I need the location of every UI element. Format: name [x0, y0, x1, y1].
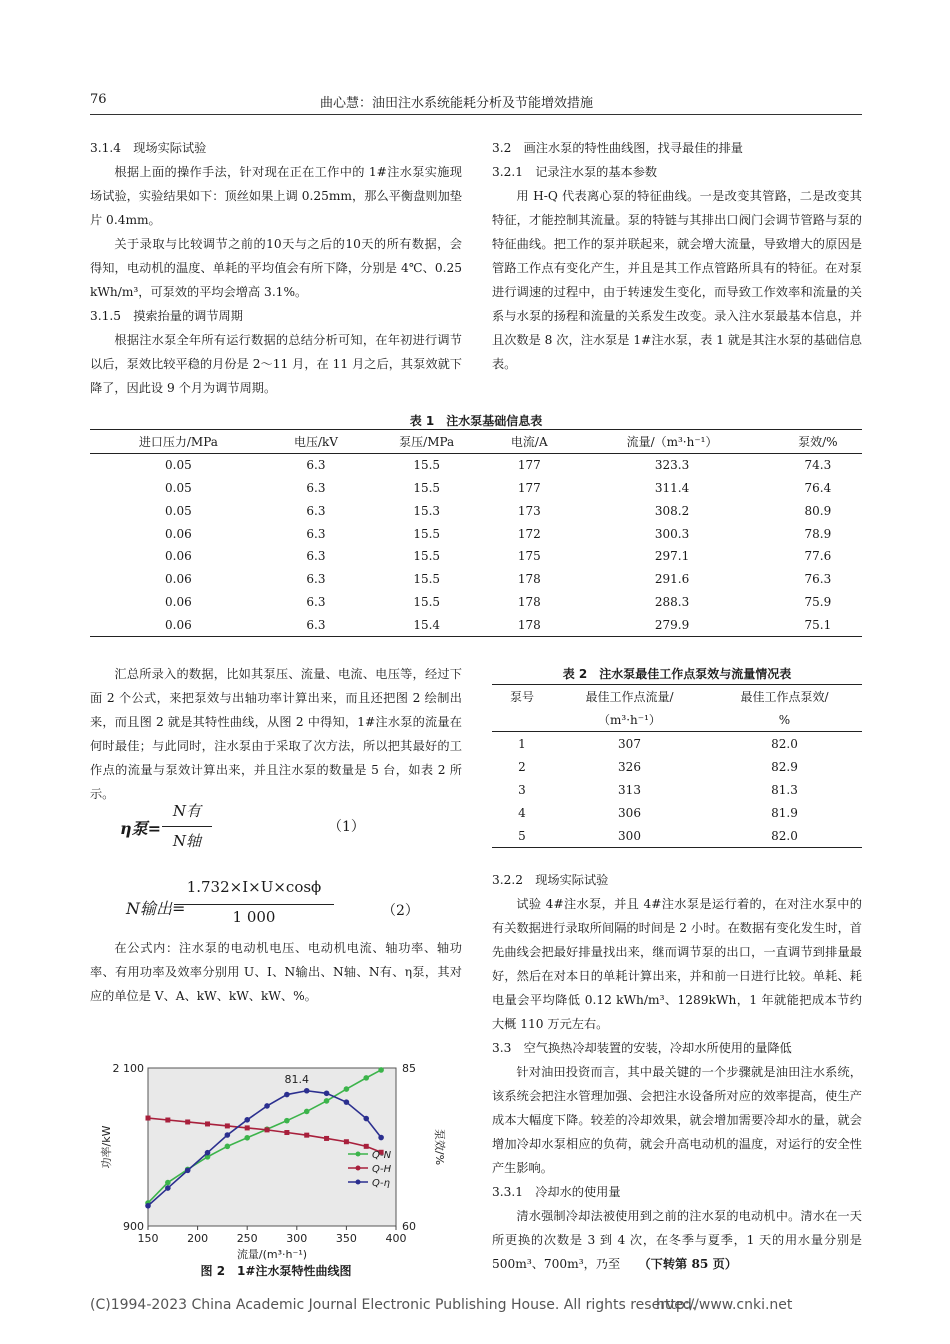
x-tick-label: 300 [286, 1232, 308, 1245]
table-cell: 311.4 [654, 480, 690, 495]
data-point [304, 1133, 309, 1138]
data-point [378, 1067, 384, 1073]
table-cell: 5 [518, 828, 526, 843]
continued-note: （下转第 85 页） [644, 1257, 738, 1271]
table-cell: 307 [618, 736, 641, 751]
table-cell: 82.0 [771, 828, 798, 843]
y-left-tick-label: 2 100 [112, 1062, 144, 1075]
table-header-row [492, 685, 862, 709]
data-point [364, 1144, 369, 1149]
table-cell: 4 [518, 805, 526, 820]
table-row [90, 613, 862, 636]
y-right-tick-label: 60 [402, 1220, 416, 1233]
table-cell: 1 [518, 736, 526, 751]
figure-caption: 图 2 1#注水泵特性曲线图 [200, 1264, 352, 1278]
table-cell: 78.9 [804, 526, 832, 541]
data-point [344, 1099, 350, 1105]
data-point [205, 1121, 210, 1126]
y-right-tick-label: 85 [402, 1062, 416, 1075]
table-header: 泵压/MPa [399, 434, 455, 449]
table-cell: 6.3 [306, 572, 326, 587]
data-point [225, 1123, 230, 1128]
table-cell: 82.0 [771, 736, 798, 751]
table-cell: 297.1 [654, 549, 690, 564]
paragraph: 用 H-Q 代表离心泵的特征曲线。一是改变其管路，二是改变其特征，才能控制其流量。泵的特链与其排出口阀门会调节管路与泵的特征曲线。把工作的泵并联起来，就会增大流量，导致增大的原因是管路工作点有变化产生，并且是其工作点管路所具有的特征。在对泵进行调速的过程中，由于转速发生变化，而导致工作效率和流量的关系与水泵的扬程和流量的关系发生改变。录入注水泵最基本信息，并且次数是 8 次，注水泵是 1#注水泵，表 1 就是其注水泵的基础信息表。 [492, 189, 862, 371]
x-axis-label: 流量/(m³·h⁻¹) [236, 1248, 308, 1260]
table-cell: 15.4 [413, 617, 441, 632]
right-mid-column [492, 868, 862, 1276]
table-cell: 77.6 [804, 549, 832, 564]
data-point [146, 1116, 151, 1121]
table-cell: 81.3 [771, 782, 798, 797]
table-cell: 0.06 [165, 526, 192, 541]
table-cell: 0.05 [165, 503, 192, 518]
eq2-number: （2） [382, 903, 419, 919]
data-point [264, 1103, 270, 1109]
table-cell: 288.3 [654, 594, 690, 609]
x-tick-label: 400 [385, 1232, 407, 1245]
equation-1 [120, 800, 460, 856]
eq2-fraction-bar [174, 904, 334, 905]
eq1-number: （1） [328, 819, 365, 835]
table-cell: 306 [618, 805, 641, 820]
data-point [363, 1075, 369, 1081]
table-cell: 6.3 [306, 480, 326, 495]
table-row [90, 568, 862, 591]
table-cell: 300.3 [654, 526, 690, 541]
paragraph: 根据注水泵全年所有运行数据的总结分析可知，在年初进行调节以后，泵效比较平稳的月份是 2～11 月，在 11 月之后，其泵效就下降了，因此设 9 个月为调节周期。 [90, 333, 462, 395]
table-cell: 300 [618, 828, 641, 843]
paragraph: 根据上面的操作手法，针对现在正在工作中的 1#注水泵实施现场试验，实验结果如下：顶丝如果上调 0.25mm，那么平衡盘则加垫片 0.4mm。 [90, 165, 462, 227]
table2 [492, 684, 862, 848]
left-top-column [90, 136, 462, 400]
paragraph: 试验 4#注水泵，并且 4#注水泵是运行着的，在对注水泵中的有关数据进行录取所间隔的时间是 2 小时。在数据有变化发生时，首先曲线会把最好排量找出来，继而调节泵的出口，一直调节到排量最好，然后在对本日的单耗计算出来，并和前一日进行比较。单耗、耗电量会平均降低 0.12 kWh/m³、1289kWh，1 年就能把成本节约大概 110 万元左右。 [492, 897, 862, 1031]
paragraph: 汇总所录入的数据，比如其泵压、流量、电流、电压等，经过下面 2 个公式，来把泵效与出轴功率计算出来，而且还把图 2 绘制出来，而且图 2 就是其特性曲线，从图 2 中得知，1#注水泵的流量在何时最佳；与此同时，注水泵由于采取了次方法，所以把其最好的工作点的流量与泵效计算出来，并且注水泵的数量是 5 台，如表 2 所示。 [90, 667, 462, 801]
left-mid-column [90, 662, 462, 806]
eq2-numerator: 1.732×I×U×cosϕ [186, 878, 322, 896]
table-header-row [492, 708, 862, 732]
table-row [90, 522, 862, 545]
table-row [492, 755, 862, 778]
table-cell: 15.5 [413, 572, 441, 587]
plot-area [148, 1068, 396, 1226]
table-cell: 15.5 [413, 594, 441, 609]
y-left-tick-label: 900 [123, 1220, 144, 1233]
table1 [90, 429, 862, 637]
table-header: 电流/A [510, 434, 548, 449]
left-mid-column-2 [90, 936, 462, 1008]
table-cell: 74.3 [804, 458, 832, 473]
x-tick-label: 200 [187, 1232, 209, 1245]
x-tick-label: 350 [335, 1232, 357, 1245]
table-cell: 308.2 [654, 503, 690, 518]
table-cell: 0.06 [165, 594, 192, 609]
eq2-lhs: N输出= [126, 899, 186, 918]
eq1-numerator: N有 [172, 802, 202, 820]
table-cell: 172 [517, 526, 541, 541]
table-header: 泵号 [509, 690, 534, 704]
legend-label: Q-η [372, 1178, 391, 1189]
table-row [90, 477, 862, 500]
paragraph: 在公式内：注水泵的电动机电压、电动机电流、轴功率、轴功率、有用功率及效率分别用 U、I、N输出、N轴、N有、η泵，其对应的单位是 V、A、kW、kW、kW、%。 [90, 941, 462, 1003]
table-cell: 177 [517, 458, 541, 473]
eq1-denominator: N轴 [172, 832, 202, 850]
equation-2 [126, 876, 466, 936]
table-header [492, 708, 552, 732]
eq2-denominator: 1 000 [232, 908, 276, 926]
data-point [225, 1144, 231, 1150]
data-point [185, 1168, 191, 1174]
table-cell: 6.3 [306, 594, 326, 609]
data-point [344, 1139, 349, 1144]
table-cell: 323.3 [654, 458, 690, 473]
table-row [492, 824, 862, 848]
data-point [265, 1127, 270, 1132]
table-header: 电压/kV [293, 434, 338, 449]
x-tick-label: 250 [236, 1232, 258, 1245]
data-point [145, 1203, 151, 1209]
y-left-axis-label: 功率/kW [100, 1125, 113, 1169]
right-top-column [492, 136, 862, 376]
data-point [324, 1090, 330, 1096]
table-cell: 279.9 [654, 617, 690, 632]
table-cell: 6.3 [306, 617, 326, 632]
table-header: （m³·h⁻¹） [598, 713, 661, 727]
section-heading: 3.3 空气换热冷却装置的安装，冷却水所使用的量降低 [492, 1041, 792, 1055]
paragraph: 针对油田投资而言，其中最关键的一个步骤就是油田注水系统，该系统会把注水管理加强、会把注水设备所对应的效率提高，使生产成本大幅度下降。较差的冷却效果，就会增加需要冷却水的量，就会增加冷却水泵相应的负荷，就会升高电动机的温度，对运行的安全性产生影响。 [492, 1065, 862, 1175]
table-header: 流量/（m³·h⁻¹） [626, 434, 718, 449]
copyright-footer: (C)1994-2023 China Academic Journal Electronic Publishing House. All rights reserved. [90, 1297, 697, 1313]
data-point [284, 1130, 289, 1135]
data-point [363, 1116, 369, 1122]
table-cell: 2 [518, 759, 526, 774]
data-point [324, 1136, 329, 1141]
section-heading: 3.1.5 摸索抬量的调节周期 [90, 309, 243, 323]
table-cell: 0.06 [165, 549, 192, 564]
data-point [165, 1118, 170, 1123]
paragraph [492, 1204, 862, 1276]
table-cell: 6.3 [306, 526, 326, 541]
table-cell: 291.6 [654, 572, 690, 587]
table1-caption: 表 1 注水泵基础信息表 [409, 414, 543, 428]
section-heading: 3.2 画注水泵的特性曲线图，找寻最佳的排量 [492, 141, 743, 155]
table-cell: 313 [618, 782, 641, 797]
table-cell: 15.5 [413, 526, 441, 541]
peak-annotation: 81.4 [284, 1072, 309, 1086]
table-row [90, 453, 862, 476]
data-point [284, 1092, 290, 1098]
legend-marker [356, 1180, 361, 1185]
y-right-axis-label: 泵效/% [433, 1128, 446, 1166]
table-cell: 15.3 [413, 503, 441, 518]
legend-marker [356, 1152, 361, 1157]
table-cell: 15.5 [413, 458, 441, 473]
table-row [492, 801, 862, 824]
data-point [245, 1125, 250, 1130]
table-cell: 3 [518, 782, 526, 797]
table-cell: 75.1 [804, 617, 832, 632]
table-cell: 15.5 [413, 480, 441, 495]
data-point [244, 1135, 250, 1141]
table-cell: 76.4 [804, 480, 832, 495]
table-header: 最佳工作点泵效/ [740, 690, 829, 704]
page-number: 76 [90, 92, 107, 107]
data-point [165, 1180, 171, 1186]
section-heading: 3.1.4 现场实际试验 [90, 141, 207, 155]
x-tick-label: 150 [137, 1232, 159, 1245]
table-row [492, 778, 862, 801]
table-row [90, 591, 862, 614]
eq1-lhs: η泵= [120, 819, 162, 838]
table-cell: 178 [517, 617, 541, 632]
data-point [244, 1117, 250, 1123]
legend-label: Q-H [372, 1164, 392, 1175]
table-header: 最佳工作点流量/ [585, 690, 674, 704]
data-point [304, 1109, 310, 1115]
table-header: 泵效/% [798, 434, 838, 449]
data-point [185, 1119, 190, 1124]
table-cell: 175 [517, 549, 541, 564]
table-cell: 15.5 [413, 549, 441, 564]
data-point [284, 1118, 290, 1124]
table-header: 进口压力/MPa [138, 434, 218, 449]
data-point [165, 1185, 171, 1191]
paragraph: 关于录取与比较调节之前的10天与之后的10天的所有数据，会得知，电动机的温度、单耗的平均值会有所下降，分别是 4℃、0.25 kWh/m³，可泵效的平均会增高 3.1%。 [90, 237, 462, 299]
eq1-fraction-bar [162, 826, 212, 827]
legend-marker [356, 1166, 361, 1171]
characteristic-chart [96, 1060, 462, 1260]
data-point [324, 1098, 330, 1104]
legend-label: Q-N [372, 1150, 392, 1161]
table-cell: 0.06 [165, 617, 192, 632]
table-cell: 82.9 [771, 759, 798, 774]
section-heading: 3.3.1 冷却水的使用量 [492, 1185, 621, 1199]
table-cell: 6.3 [306, 549, 326, 564]
data-point [378, 1135, 384, 1141]
data-point [304, 1088, 310, 1094]
table-cell: 177 [517, 480, 541, 495]
paragraph-text: 清水强制冷却法被使用到之前的注水泵的电动机中。清水在一天所更换的次数是 3 到 4 次，在冬季与夏季，1 天的用水量分别是 500m³、700m³，乃至 [492, 1209, 862, 1271]
data-point [344, 1086, 350, 1092]
data-point [205, 1150, 211, 1156]
table-cell: 0.06 [165, 572, 192, 587]
table-header: % [778, 712, 791, 727]
table-row [492, 732, 862, 756]
table-cell: 81.9 [771, 805, 798, 820]
header-rule [90, 114, 862, 115]
table-cell: 0.05 [165, 458, 192, 473]
table-cell: 173 [517, 503, 541, 518]
running-title: 曲心慧：油田注水系统能耗分析及节能增效措施 [320, 96, 594, 111]
table-cell: 6.3 [306, 503, 326, 518]
table-cell: 75.9 [804, 594, 832, 609]
table-row [90, 499, 862, 522]
table-cell: 0.05 [165, 480, 192, 495]
table-cell: 178 [517, 594, 541, 609]
table-cell: 6.3 [306, 458, 326, 473]
table-cell: 80.9 [804, 503, 832, 518]
section-heading: 3.2.2 现场实际试验 [492, 873, 609, 887]
table-cell: 76.3 [804, 572, 832, 587]
section-heading: 3.2.1 记录注水泵的基本参数 [492, 165, 658, 179]
table2-caption: 表 2 注水泵最佳工作点泵效与流量情况表 [562, 667, 792, 681]
table-cell: 326 [618, 759, 641, 774]
cnki-link[interactable]: http://www.cnki.net [656, 1297, 793, 1313]
table-header-row [90, 430, 862, 454]
table-row [90, 545, 862, 568]
data-point [225, 1132, 231, 1138]
table-cell: 178 [517, 572, 541, 587]
